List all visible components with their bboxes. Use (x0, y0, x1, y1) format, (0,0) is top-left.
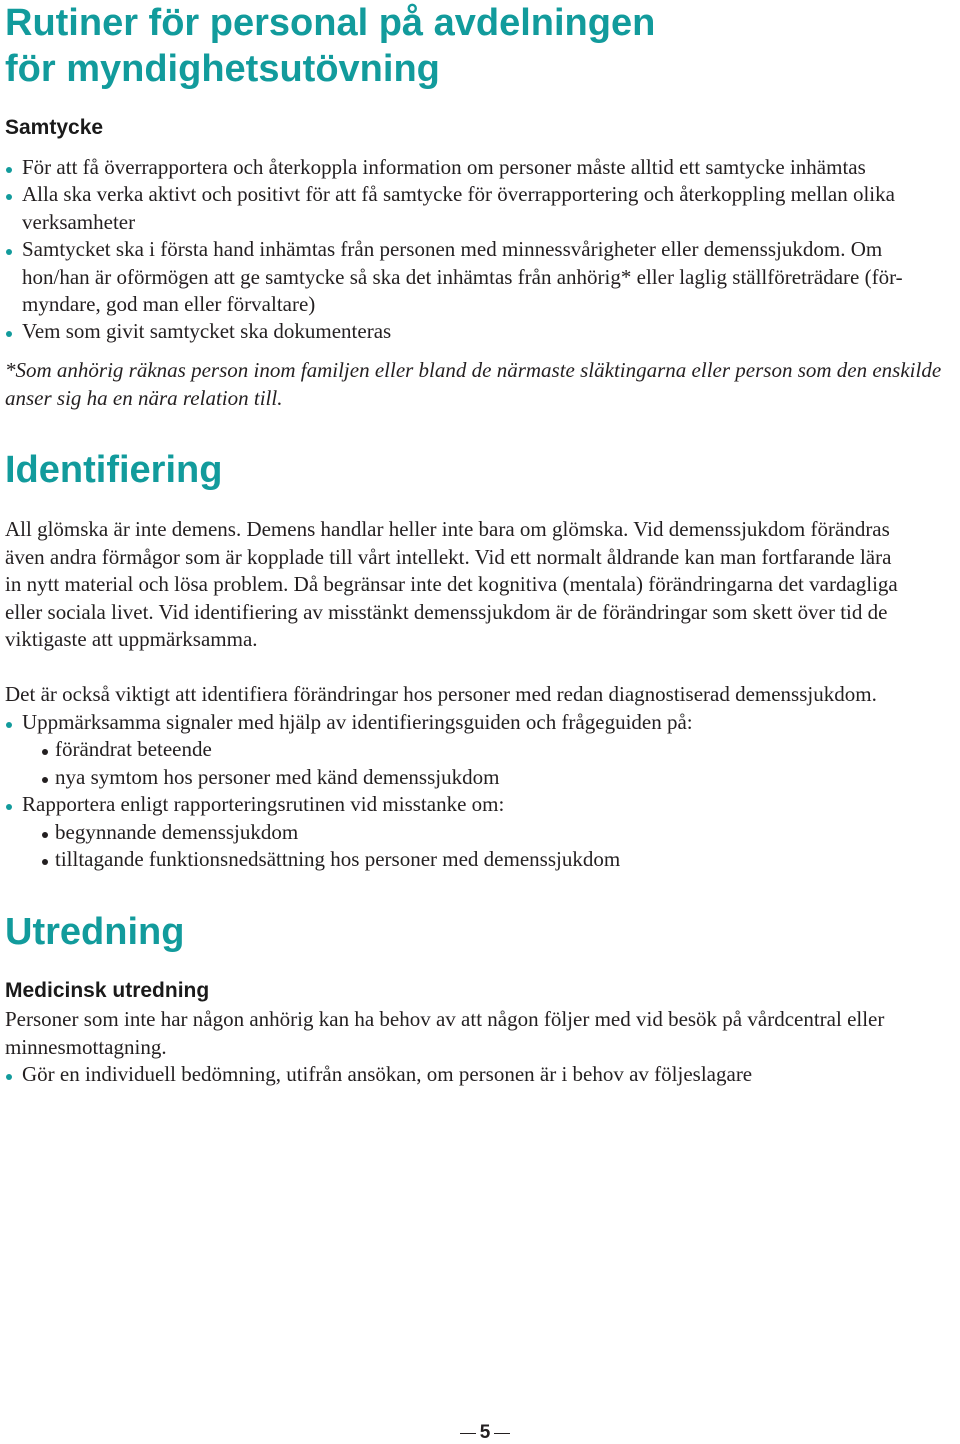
bullet-icon (6, 194, 12, 200)
footnote-line: *Som anhörig räknas person inom familjen eller bland de närmaste släktingarna eller person som den enskilde (5, 358, 942, 382)
paragraph-line: viktigaste att uppmärksamma. (5, 627, 258, 651)
sub-bullet-item (55, 736, 212, 764)
footer-rule-right (494, 1433, 510, 1434)
page-footer (460, 1423, 510, 1443)
bullet-item (22, 1061, 752, 1089)
sub-bullet-text: tilltagande funktionsnedsättning hos personer med demenssjukdom (55, 847, 621, 871)
sub-bullet-icon (42, 777, 48, 783)
bullet-text: Gör en individuell bedömning, utifrån ansökan, om personen är i behov av följeslagare (22, 1062, 753, 1086)
bullet-item (22, 791, 504, 819)
bullet-text: Uppmärksamma signaler med hjälp av identifieringsguiden och frågeguiden på: (22, 710, 693, 734)
bullet-text: För att få överrapportera och återkoppla information om personer måste alltid ett samtycke inhämtas (22, 155, 866, 179)
bullet-icon (6, 331, 12, 337)
bullet-text: Vem som givit samtycket ska dokumenteras (22, 319, 392, 343)
paragraph-line: även andra förmågor som är kopplade till vårt intellekt. Vid ett normalt åldrande kan man fortfarande lära (5, 544, 892, 569)
sub-bullet-text: begynnande demenssjukdom (55, 820, 299, 844)
bullet-icon (6, 249, 12, 255)
section-heading-utredning: Utredning (5, 911, 185, 953)
page-title (5, 0, 655, 92)
bullet-text: Alla ska verka aktivt och positivt för att få samtycke för överrapportering och återkoppling mellan olika (22, 182, 895, 206)
sub-bullet-text: förändrat beteende (55, 737, 212, 761)
bullet-text: myndare, god man eller förvaltare) (22, 292, 316, 316)
page-number: 5 (479, 1422, 491, 1443)
page-title-line: för myndighetsutövning (5, 48, 440, 90)
footer-rule-left (460, 1433, 476, 1434)
bullet-item (22, 236, 903, 319)
section-heading-samtycke: Samtycke (5, 116, 104, 139)
paragraph (5, 1006, 884, 1061)
sub-bullet-item (55, 846, 620, 874)
section-heading-identifiering: Identifiering (5, 449, 223, 491)
bullet-text: Samtycket ska i första hand inhämtas från personen med minnessvårigheter eller demenssjukdom. Om (22, 237, 883, 261)
subsection-heading-medicinsk-utredning: Medicinsk utredning (5, 979, 210, 1002)
sub-bullet-icon (42, 749, 48, 755)
paragraph-line: Personer som inte har någon anhörig kan ha behov av att någon följer med vid besök på vårdcentral eller (5, 1007, 885, 1031)
paragraph-line: in nytt material och lösa problem. Då begränsar inte det kognitiva (mentala) förändringarna det vardagliga (5, 572, 898, 596)
paragraph-line: eller sociala livet. Vid identifiering av misstänkt demenssjukdom är de förändringar som skett över tid de (5, 599, 888, 624)
bullet-text: verksamheter (22, 209, 136, 234)
footnote (5, 357, 941, 412)
sub-bullet-text: nya symtom hos personer med känd demenssjukdom (55, 765, 500, 789)
bullet-icon (6, 722, 12, 728)
bullet-text: hon/han är oförmögen att ge samtycke så ska det inhämtas från anhörig* eller laglig ställföreträdare (för- (22, 264, 903, 289)
bullet-icon (6, 1074, 12, 1080)
bullet-item (22, 181, 895, 236)
sub-bullet-item (55, 819, 298, 847)
sub-bullet-icon (42, 859, 48, 865)
page-title-line: Rutiner för personal på avdelningen (5, 2, 656, 44)
footnote-line: anser sig ha en nära relation till. (5, 385, 283, 410)
bullet-icon (6, 804, 12, 810)
paragraph (5, 516, 898, 654)
paragraph-line: All glömska är inte demens. Demens handlar heller inte bara om glömska. Vid demenssjukdom förändras (5, 517, 890, 541)
bullet-item (22, 154, 866, 182)
bullet-item (22, 318, 391, 346)
sub-bullet-item (55, 764, 499, 792)
paragraph-line: minnesmottagning. (5, 1034, 167, 1059)
bullet-item (22, 709, 693, 737)
bullet-icon (6, 167, 12, 173)
bullet-text: Rapportera enligt rapporteringsrutinen vid misstanke om: (22, 792, 505, 816)
intro-text: Det är också viktigt att identifiera förändringar hos personer med redan diagnostiserad demenssjukdom. (5, 682, 877, 706)
sub-bullet-icon (42, 832, 48, 838)
